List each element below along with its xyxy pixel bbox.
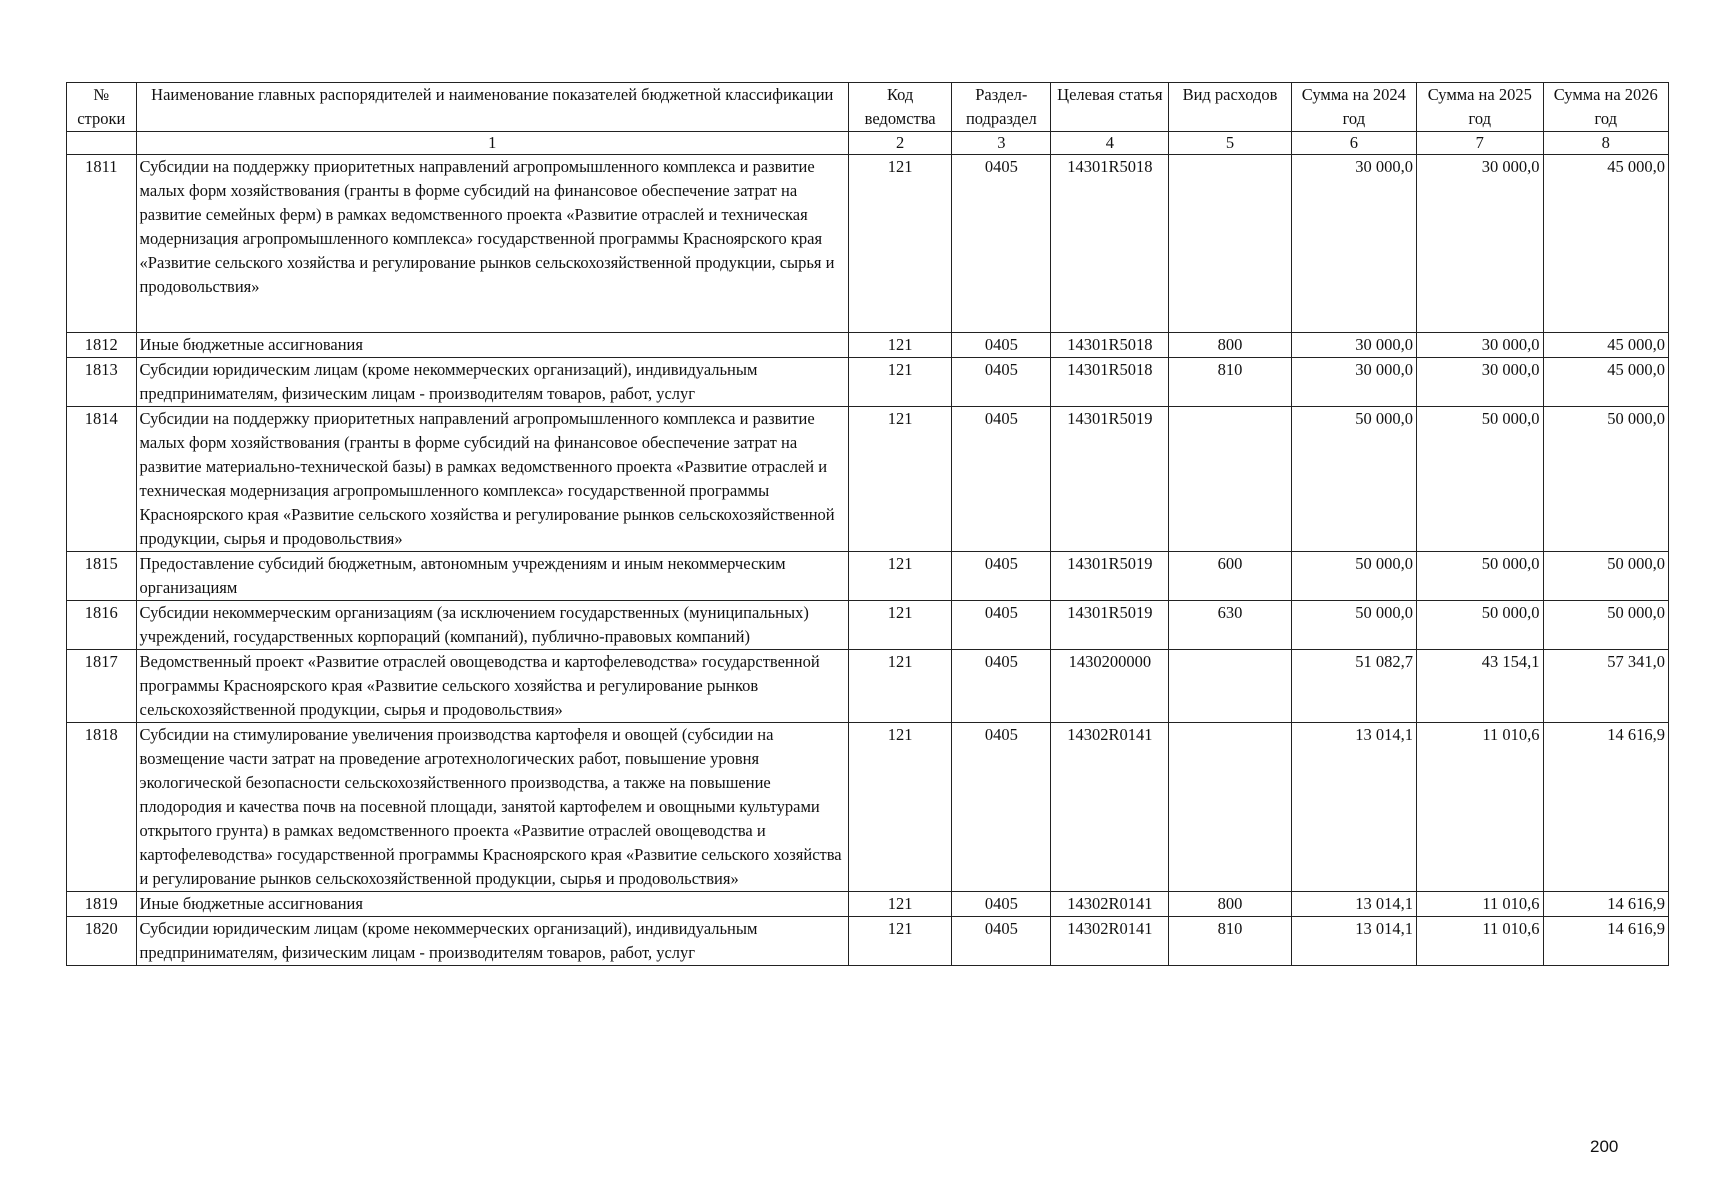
section-code: 0405	[952, 650, 1051, 723]
row-name: Субсидии юридическим лицам (кроме некоммерческих организаций), индивидуальным предпринимателям, физическим лицам - производителям товаров, работ, услуг	[136, 917, 848, 966]
column-number: 5	[1169, 132, 1291, 155]
expense-type: 800	[1169, 892, 1291, 917]
section-code: 0405	[952, 552, 1051, 601]
sum-2025: 30 000,0	[1417, 358, 1543, 407]
row-name: Ведомственный проект «Развитие отраслей овощеводства и картофелеводства» государственной программы Красноярского края «Развитие сельского хозяйства и регулирование рынков сельскохозяйственной продукции, сырья и продовольствия»	[136, 650, 848, 723]
target-article: 14301R5019	[1051, 601, 1169, 650]
target-article: 14301R5018	[1051, 155, 1169, 333]
target-article: 14302R0141	[1051, 917, 1169, 966]
expense-type: 810	[1169, 917, 1291, 966]
target-article: 14302R0141	[1051, 723, 1169, 892]
row-number: 1817	[67, 650, 137, 723]
sum-2026: 14 616,9	[1543, 917, 1669, 966]
sum-2026: 50 000,0	[1543, 601, 1669, 650]
expense-type	[1169, 650, 1291, 723]
sum-2026: 50 000,0	[1543, 552, 1669, 601]
row-name: Субсидии юридическим лицам (кроме некоммерческих организаций), индивидуальным предпринимателям, физическим лицам - производителям товаров, работ, услуг	[136, 358, 848, 407]
sum-2025: 50 000,0	[1417, 552, 1543, 601]
column-number-row	[67, 132, 1669, 155]
column-number: 2	[849, 132, 952, 155]
sum-2024: 30 000,0	[1291, 333, 1416, 358]
section-code: 0405	[952, 333, 1051, 358]
section-code: 0405	[952, 155, 1051, 333]
header-name: Наименование главных распорядителей и наименование показателей бюджетной классификации	[136, 83, 848, 132]
header-sum-2025: Сумма на 2025 год	[1417, 83, 1543, 132]
sum-2024: 13 014,1	[1291, 723, 1416, 892]
sum-2025: 11 010,6	[1417, 917, 1543, 966]
page-number: 200	[1590, 1137, 1619, 1156]
sum-2025: 50 000,0	[1417, 601, 1543, 650]
sum-2026: 14 616,9	[1543, 892, 1669, 917]
row-name: Субсидии некоммерческим организациям (за исключением государственных (муниципальных) учреждений, государственных корпораций (компаний), публично-правовых компаний)	[136, 601, 848, 650]
target-article: 14302R0141	[1051, 892, 1169, 917]
header-target-article: Целевая статья	[1051, 83, 1169, 132]
department-code: 121	[849, 723, 952, 892]
sum-2026: 14 616,9	[1543, 723, 1669, 892]
table-row	[67, 601, 1669, 650]
section-code: 0405	[952, 601, 1051, 650]
row-name: Предоставление субсидий бюджетным, автономным учреждениям и иным некоммерческим организациям	[136, 552, 848, 601]
department-code: 121	[849, 155, 952, 333]
expense-type: 630	[1169, 601, 1291, 650]
sum-2025: 50 000,0	[1417, 407, 1543, 552]
row-number: 1820	[67, 917, 137, 966]
expense-type	[1169, 723, 1291, 892]
sum-2026: 45 000,0	[1543, 333, 1669, 358]
column-number	[67, 132, 137, 155]
sum-2025: 30 000,0	[1417, 333, 1543, 358]
column-number: 7	[1417, 132, 1543, 155]
sum-2024: 30 000,0	[1291, 155, 1416, 333]
expense-type	[1169, 407, 1291, 552]
row-name: Субсидии на стимулирование увеличения производства картофеля и овощей (субсидии на возмещение части затрат на проведение агротехнологических работ, повышение уровня экологической безопасности сельскохозяйственного производства, а также на повышение плодородия и качества почв на посевной площади, занятой картофелем и овощными культурами открытого грунта) в рамках ведомственного проекта «Развитие отраслей овощеводства и картофелеводства» государственной программы Красноярского края «Развитие сельского хозяйства и регулирование рынков сельскохозяйственной продукции, сырья и продовольствия»	[136, 723, 848, 892]
row-number: 1819	[67, 892, 137, 917]
sum-2024: 13 014,1	[1291, 917, 1416, 966]
row-name: Иные бюджетные ассигнования	[136, 333, 848, 358]
column-number: 1	[136, 132, 848, 155]
header-sum-2024: Сумма на 2024 год	[1291, 83, 1416, 132]
target-article: 14301R5018	[1051, 358, 1169, 407]
row-number: 1812	[67, 333, 137, 358]
row-number: 1816	[67, 601, 137, 650]
department-code: 121	[849, 650, 952, 723]
table-row	[67, 155, 1669, 333]
expense-type: 800	[1169, 333, 1291, 358]
department-code: 121	[849, 552, 952, 601]
column-number: 3	[952, 132, 1051, 155]
sum-2025: 30 000,0	[1417, 155, 1543, 333]
sum-2024: 50 000,0	[1291, 552, 1416, 601]
row-name: Субсидии на поддержку приоритетных направлений агропромышленного комплекса и развитие малых форм хозяйствования (гранты в форме субсидий на финансовое обеспечение затрат на развитие материально-технической базы) в рамках ведомственного проекта «Развитие отраслей и техническая модернизация агропромышленного комплекса» государственной программы Красноярского края «Развитие сельского хозяйства и регулирование рынков сельскохозяйственной продукции, сырья и продовольствия»	[136, 407, 848, 552]
row-number: 1813	[67, 358, 137, 407]
target-article: 14301R5019	[1051, 407, 1169, 552]
sum-2024: 50 000,0	[1291, 601, 1416, 650]
sum-2026: 57 341,0	[1543, 650, 1669, 723]
table-row	[67, 723, 1669, 892]
section-code: 0405	[952, 892, 1051, 917]
header-row-number: № строки	[67, 83, 137, 132]
target-article: 14301R5018	[1051, 333, 1169, 358]
department-code: 121	[849, 917, 952, 966]
section-code: 0405	[952, 917, 1051, 966]
header-sum-2026: Сумма на 2026 год	[1543, 83, 1669, 132]
sum-2024: 51 082,7	[1291, 650, 1416, 723]
sum-2024: 13 014,1	[1291, 892, 1416, 917]
table-row	[67, 892, 1669, 917]
sum-2025: 43 154,1	[1417, 650, 1543, 723]
target-article: 1430200000	[1051, 650, 1169, 723]
expense-type	[1169, 155, 1291, 333]
department-code: 121	[849, 333, 952, 358]
sum-2026: 50 000,0	[1543, 407, 1669, 552]
budget-table	[66, 82, 1669, 966]
sum-2025: 11 010,6	[1417, 892, 1543, 917]
expense-type: 600	[1169, 552, 1291, 601]
target-article: 14301R5019	[1051, 552, 1169, 601]
sum-2026: 45 000,0	[1543, 155, 1669, 333]
department-code: 121	[849, 407, 952, 552]
header-department-code: Код ведомства	[849, 83, 952, 132]
row-number: 1814	[67, 407, 137, 552]
column-number: 8	[1543, 132, 1669, 155]
section-code: 0405	[952, 407, 1051, 552]
department-code: 121	[849, 892, 952, 917]
table-row	[67, 407, 1669, 552]
section-code: 0405	[952, 358, 1051, 407]
header-row	[67, 83, 1669, 132]
header-section: Раздел-подраздел	[952, 83, 1051, 132]
row-number: 1815	[67, 552, 137, 601]
sum-2025: 11 010,6	[1417, 723, 1543, 892]
table-row	[67, 650, 1669, 723]
table-row	[67, 552, 1669, 601]
department-code: 121	[849, 601, 952, 650]
sum-2024: 50 000,0	[1291, 407, 1416, 552]
section-code: 0405	[952, 723, 1051, 892]
header-expense-type: Вид расходов	[1169, 83, 1291, 132]
row-number: 1818	[67, 723, 137, 892]
table-row	[67, 333, 1669, 358]
department-code: 121	[849, 358, 952, 407]
expense-type: 810	[1169, 358, 1291, 407]
row-name: Иные бюджетные ассигнования	[136, 892, 848, 917]
row-number: 1811	[67, 155, 137, 333]
budget-sheet	[66, 82, 1669, 966]
sum-2024: 30 000,0	[1291, 358, 1416, 407]
table-row	[67, 917, 1669, 966]
table-row	[67, 358, 1669, 407]
sum-2026: 45 000,0	[1543, 358, 1669, 407]
column-number: 4	[1051, 132, 1169, 155]
column-number: 6	[1291, 132, 1416, 155]
row-name: Субсидии на поддержку приоритетных направлений агропромышленного комплекса и развитие малых форм хозяйствования (гранты в форме субсидий на финансовое обеспечение затрат на развитие семейных ферм) в рамках ведомственного проекта «Развитие отраслей и техническая модернизация агропромышленного комплекса» государственной программы Красноярского края «Развитие сельского хозяйства и регулирование рынков сельскохозяйственной продукции, сырья и продовольствия»	[136, 155, 848, 333]
